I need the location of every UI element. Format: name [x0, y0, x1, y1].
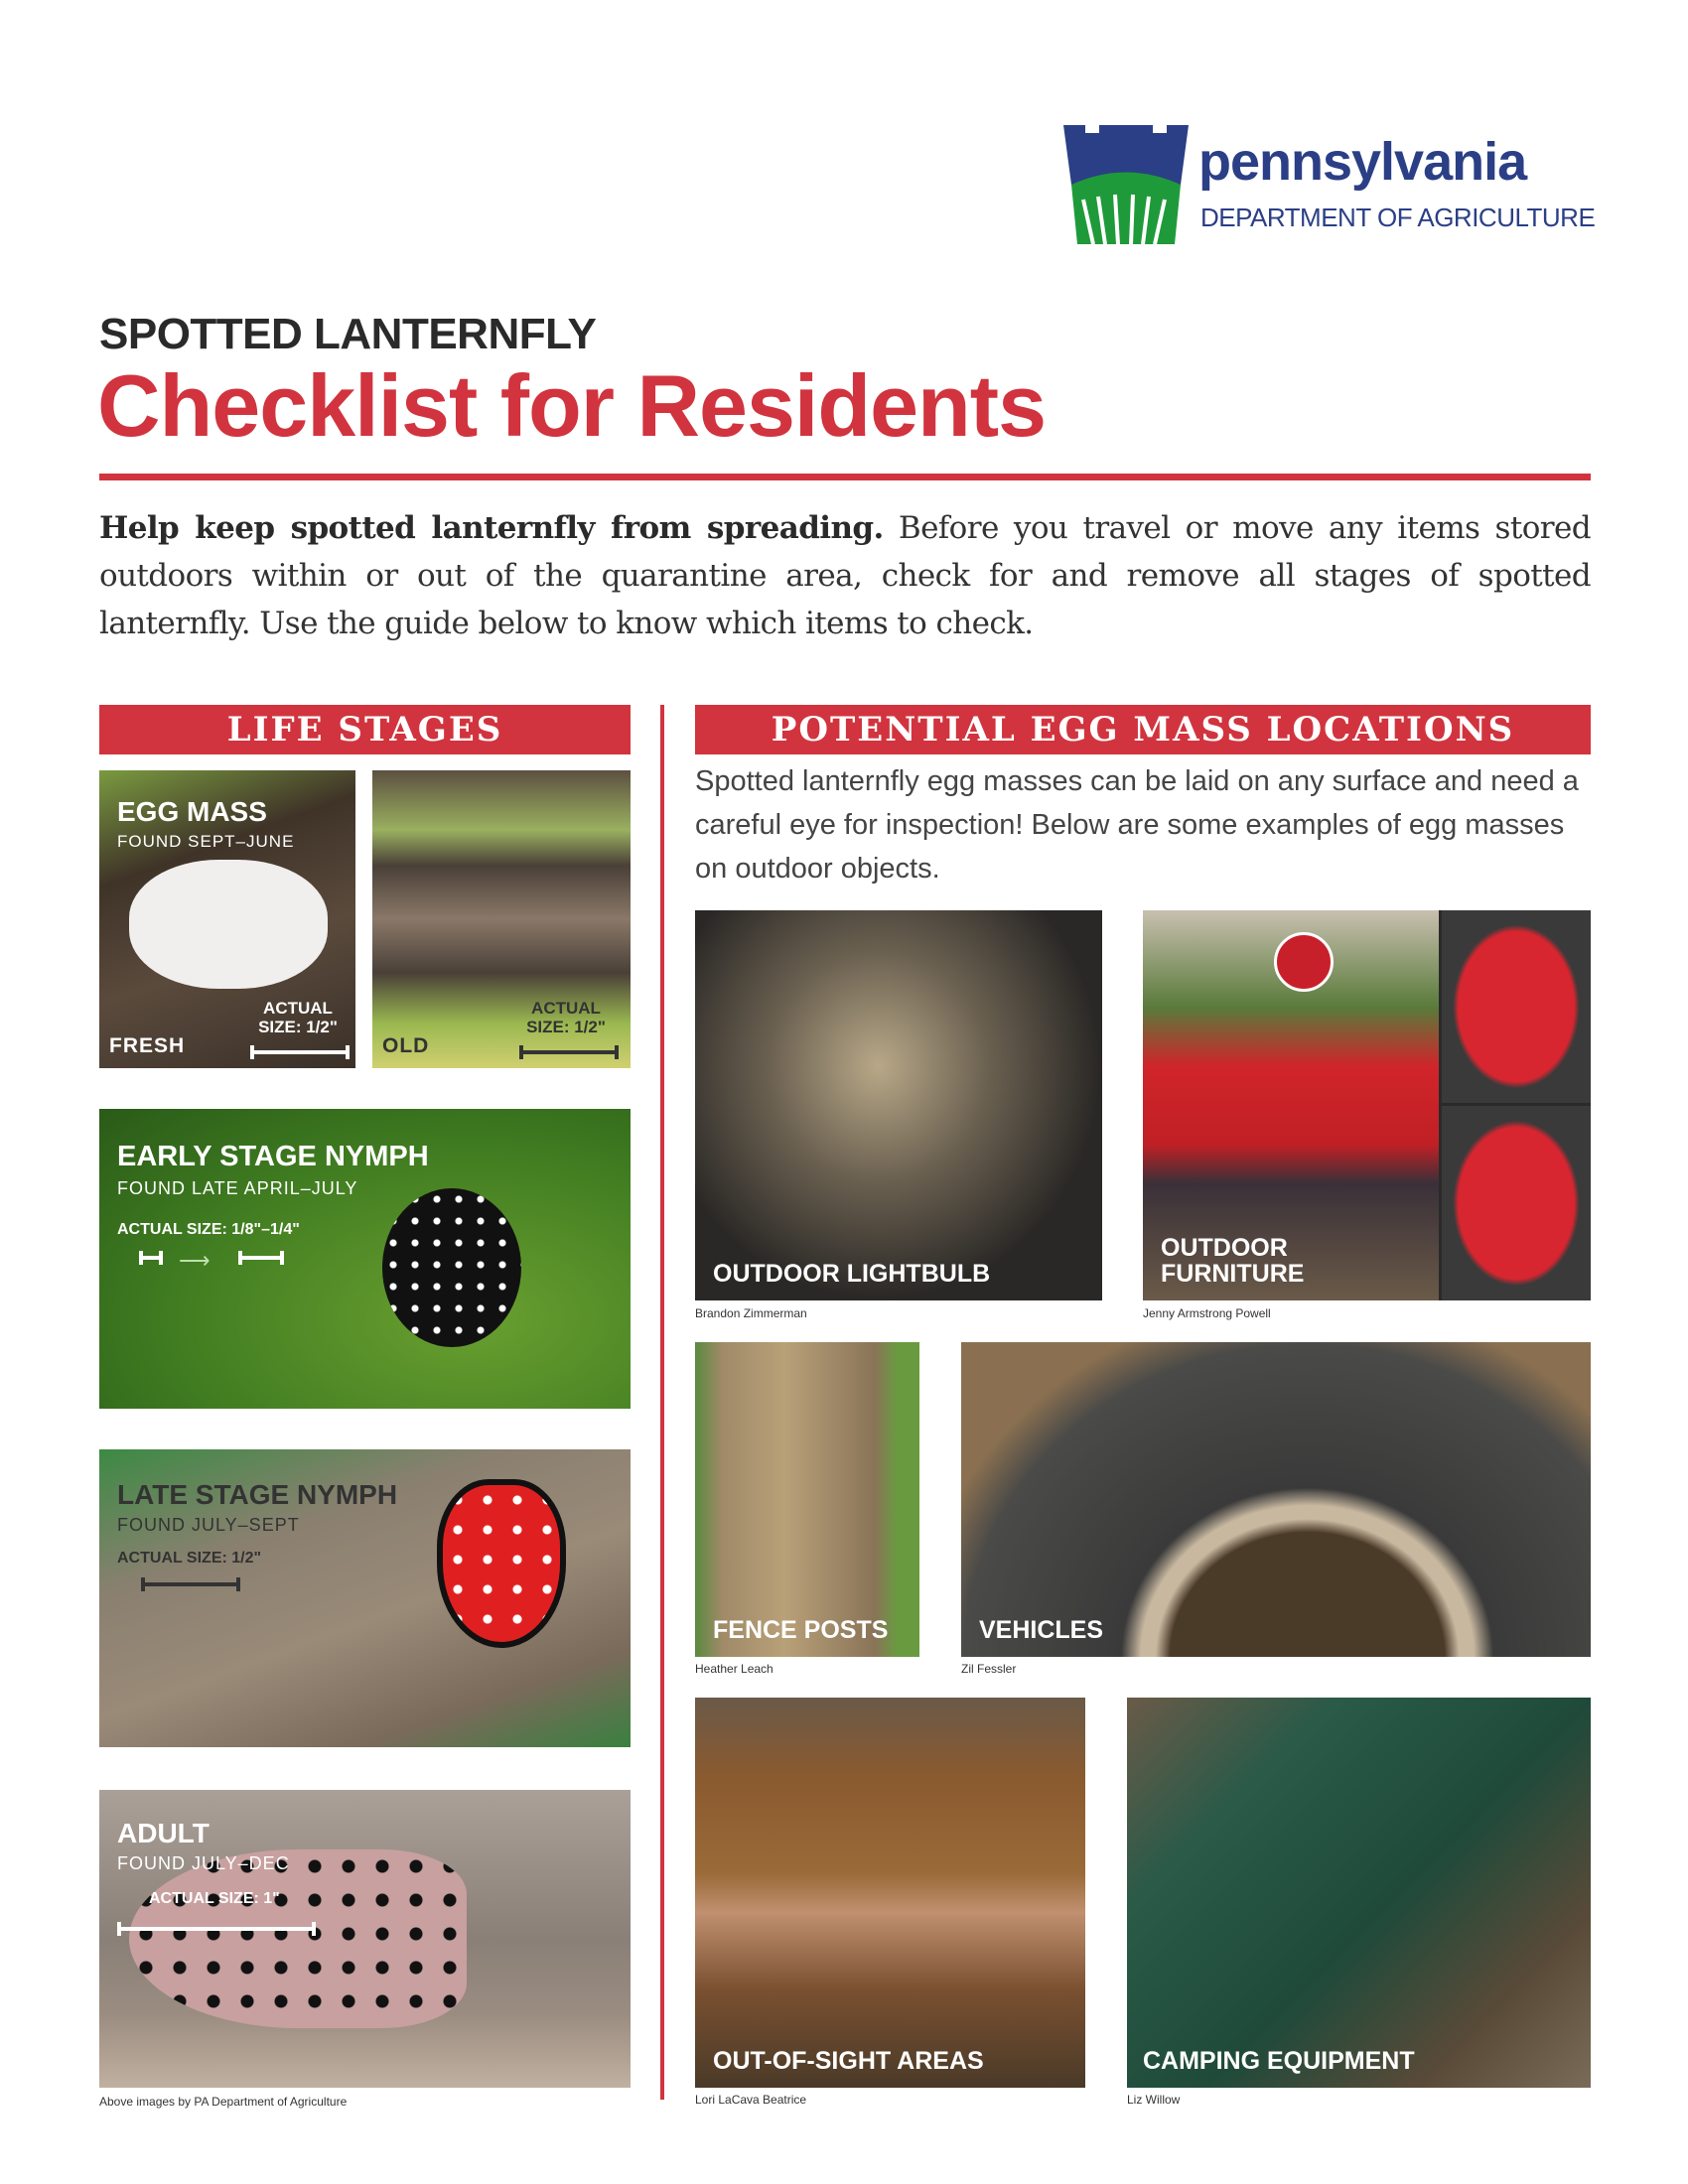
location-label: OUT-OF-SIGHT AREAS: [713, 2047, 984, 2075]
location-credit: Liz Willow: [1127, 2093, 1181, 2107]
early-size-bar-min: [139, 1256, 163, 1260]
egg-locations-heading: POTENTIAL EGG MASS LOCATIONS: [695, 705, 1591, 754]
location-credit: Heather Leach: [695, 1662, 774, 1676]
early-size-bar-max: [238, 1256, 284, 1260]
egg-mass-found: FOUND SEPT–JUNE: [117, 832, 295, 851]
fence-post-photo: [695, 1342, 919, 1657]
camping-equipment-photo: [1127, 1698, 1591, 2088]
egg-mass-shape: [129, 860, 328, 989]
pa-agriculture-logo: [1063, 125, 1600, 246]
nymph-shape: [382, 1188, 521, 1347]
title-rule: [99, 474, 1591, 480]
egg-mass-old-photo: [372, 770, 631, 1068]
column-divider: [660, 705, 664, 2100]
lightbulb-photo: [695, 910, 1102, 1300]
early-nymph-photo: [99, 1109, 631, 1409]
cushion-image-top: [1442, 910, 1591, 1103]
early-nymph-size: ACTUAL SIZE: 1/8"–1/4": [117, 1221, 300, 1238]
late-nymph-photo: [99, 1449, 631, 1747]
adult-title: ADULT: [117, 1818, 210, 1848]
adult-size-bar: [117, 1927, 316, 1931]
adult-found: FOUND JULY–DEC: [117, 1853, 290, 1873]
intro-paragraph: [99, 504, 1591, 647]
adult-wing-shape: [129, 1849, 467, 2028]
fresh-size: ACTUAL SIZE: 1/2": [258, 999, 338, 1036]
egg-locations-text: Spotted lanternfly egg masses can be laid on any surface and need a careful eye for inspection! Below are some examples of egg masses on outdoor objects.: [695, 765, 1579, 885]
fresh-label: FRESH: [109, 1034, 186, 1057]
late-size-bar: [141, 1582, 240, 1586]
life-stages-credit: Above images by PA Department of Agriculture: [99, 2095, 348, 2109]
intro-bold: Help keep spotted lanternfly from spreading.: [99, 510, 884, 546]
logo-department: DEPARTMENT OF AGRICULTURE: [1200, 203, 1596, 232]
old-label: OLD: [382, 1034, 430, 1057]
logo-name: pennsylvania: [1198, 132, 1527, 192]
late-nymph-title: LATE STAGE NYMPH: [117, 1479, 398, 1510]
adult-photo: [99, 1790, 631, 2088]
arrow-right-icon: ⟶: [179, 1248, 211, 1273]
location-credit: Zil Fessler: [961, 1662, 1017, 1676]
page-title: Checklist for Residents: [97, 356, 1047, 455]
cushion-image-bottom: [1442, 1106, 1591, 1300]
fresh-size-bar: [250, 1050, 350, 1054]
location-label: VEHICLES: [979, 1616, 1104, 1644]
intro-text: Before you travel or move any items stored outdoors within or out of the quarantine area, check for and remove all stages of spotted lanternfly. Use the guide below to know which items to check.: [99, 510, 1591, 641]
location-label: FENCE POSTS: [713, 1616, 889, 1644]
location-credit: Brandon Zimmerman: [695, 1306, 807, 1320]
location-credit: Lori LaCava Beatrice: [695, 2093, 807, 2107]
life-stages-heading: LIFE STAGES: [99, 705, 631, 754]
nymph-shape: [437, 1479, 566, 1648]
early-nymph-found: FOUND LATE APRIL–JULY: [117, 1178, 358, 1198]
location-label: CAMPING EQUIPMENT: [1143, 2047, 1415, 2075]
out-of-sight-photo: [695, 1698, 1085, 2088]
adult-size: ACTUAL SIZE: 1": [149, 1890, 280, 1907]
vehicle-tire-photo: [961, 1342, 1591, 1657]
page-kicker: SPOTTED LANTERNFLY: [99, 310, 597, 358]
early-nymph-title: EARLY STAGE NYMPH: [117, 1141, 429, 1172]
location-credit: Jenny Armstrong Powell: [1143, 1306, 1271, 1320]
old-size-bar: [519, 1050, 619, 1054]
old-size: ACTUAL SIZE: 1/2": [526, 999, 606, 1036]
location-label: OUTDOOR LIGHTBULB: [713, 1260, 991, 1288]
zoom-circle: [1274, 932, 1334, 992]
late-nymph-found: FOUND JULY–SEPT: [117, 1515, 300, 1535]
egg-mass-title: EGG MASS: [117, 796, 267, 827]
furniture-photo: [1143, 910, 1591, 1300]
egg-mass-fresh-photo: [99, 770, 355, 1068]
location-label: OUTDOOR FURNITURE: [1161, 1234, 1305, 1288]
late-nymph-size: ACTUAL SIZE: 1/2": [117, 1550, 262, 1567]
keystone-icon: [1063, 125, 1189, 244]
